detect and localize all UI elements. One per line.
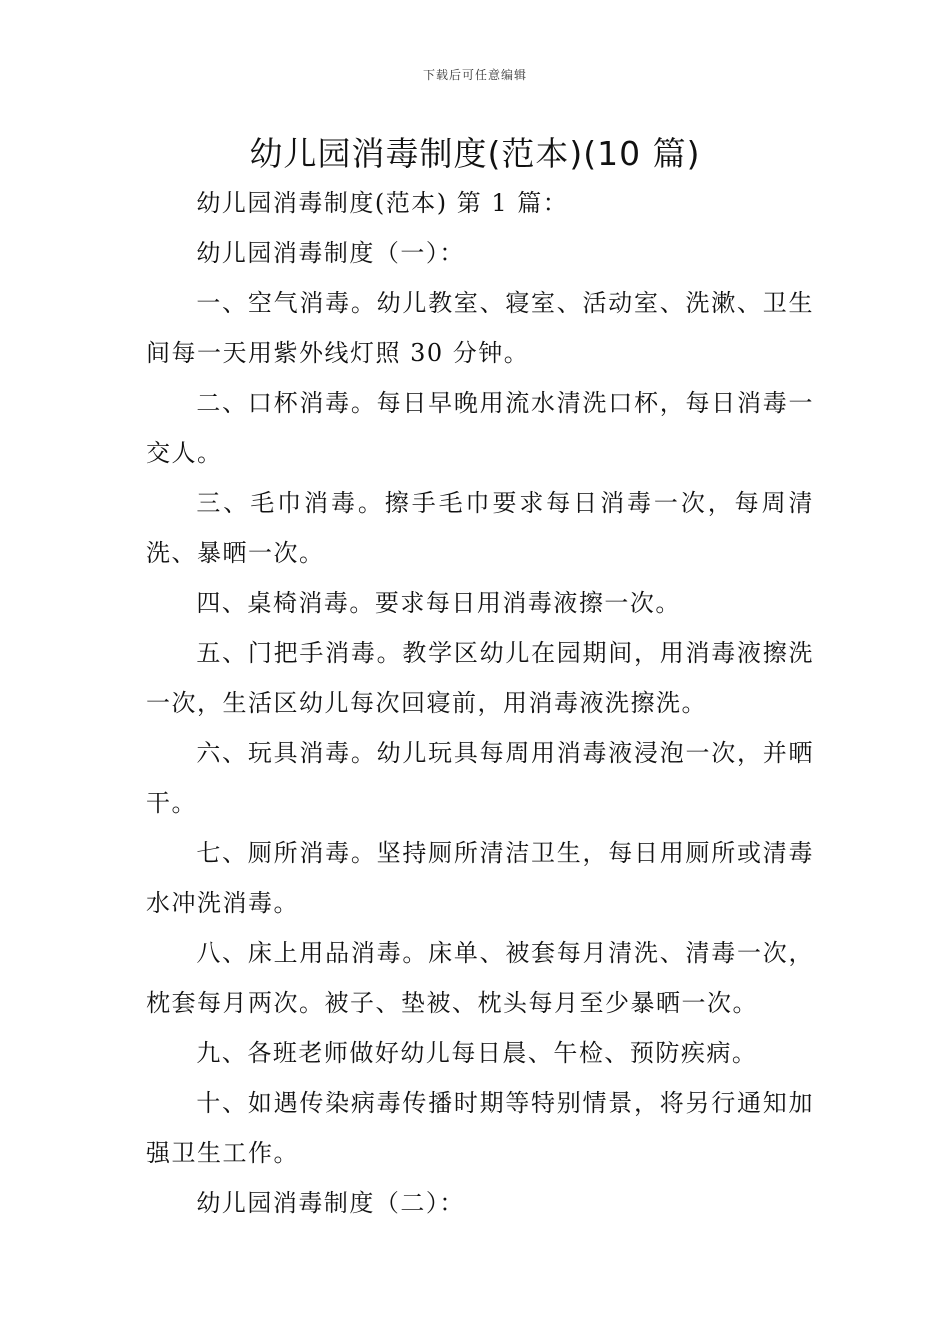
paragraph-item-5: 五、门把手消毒。教学区幼儿在园期间，用消毒液擦洗一次，生活区幼儿每次回寝前，用消毒液洗擦洗。 bbox=[146, 639, 814, 717]
paragraph-item-9: 九、各班老师做好幼儿每日晨、午检、预防疾病。 bbox=[196, 1039, 758, 1067]
paragraph-item-8: 八、床上用品消毒。床单、被套每月清洗、清毒一次，枕套每月两次。被子、垫被、枕头每月至少暴晒一次。 bbox=[146, 939, 814, 1017]
paragraph-subheading-1: 幼儿园消毒制度（一）： bbox=[196, 239, 465, 267]
paragraph-item-4: 四、桌椅消毒。要求每日用消毒液擦一次。 bbox=[196, 589, 681, 617]
paragraph-item-7: 七、厕所消毒。坚持厕所清洁卫生，每日用厕所或清毒水冲洗消毒。 bbox=[146, 839, 814, 917]
document-title: 幼儿园消毒制度(范本)(10 篇) bbox=[249, 134, 701, 173]
paragraph-item-2: 二、口杯消毒。每日早晚用流水清洗口杯，每日消毒一交人。 bbox=[146, 389, 814, 467]
header-note: 下载后可任意编辑 bbox=[422, 68, 527, 82]
paragraph-item-3: 三、毛巾消毒。擦手毛巾要求每日消毒一次，每周清洗、暴晒一次。 bbox=[146, 489, 814, 567]
paragraph-section-heading: 幼儿园消毒制度(范本) 第 1 篇： bbox=[196, 189, 569, 217]
paragraph-item-10: 十、如遇传染病毒传播时期等特别情景，将另行通知加强卫生工作。 bbox=[146, 1089, 814, 1167]
document-body bbox=[146, 178, 814, 1228]
paragraph-item-1: 一、空气消毒。幼儿教室、寝室、活动室、洗漱、卫生间每一天用紫外线灯照 30 分钟。 bbox=[146, 289, 814, 367]
paragraph-item-6: 六、玩具消毒。幼儿玩具每周用消毒液浸泡一次，并晒干。 bbox=[146, 739, 814, 817]
paragraph-subheading-2: 幼儿园消毒制度（二）： bbox=[196, 1189, 465, 1217]
